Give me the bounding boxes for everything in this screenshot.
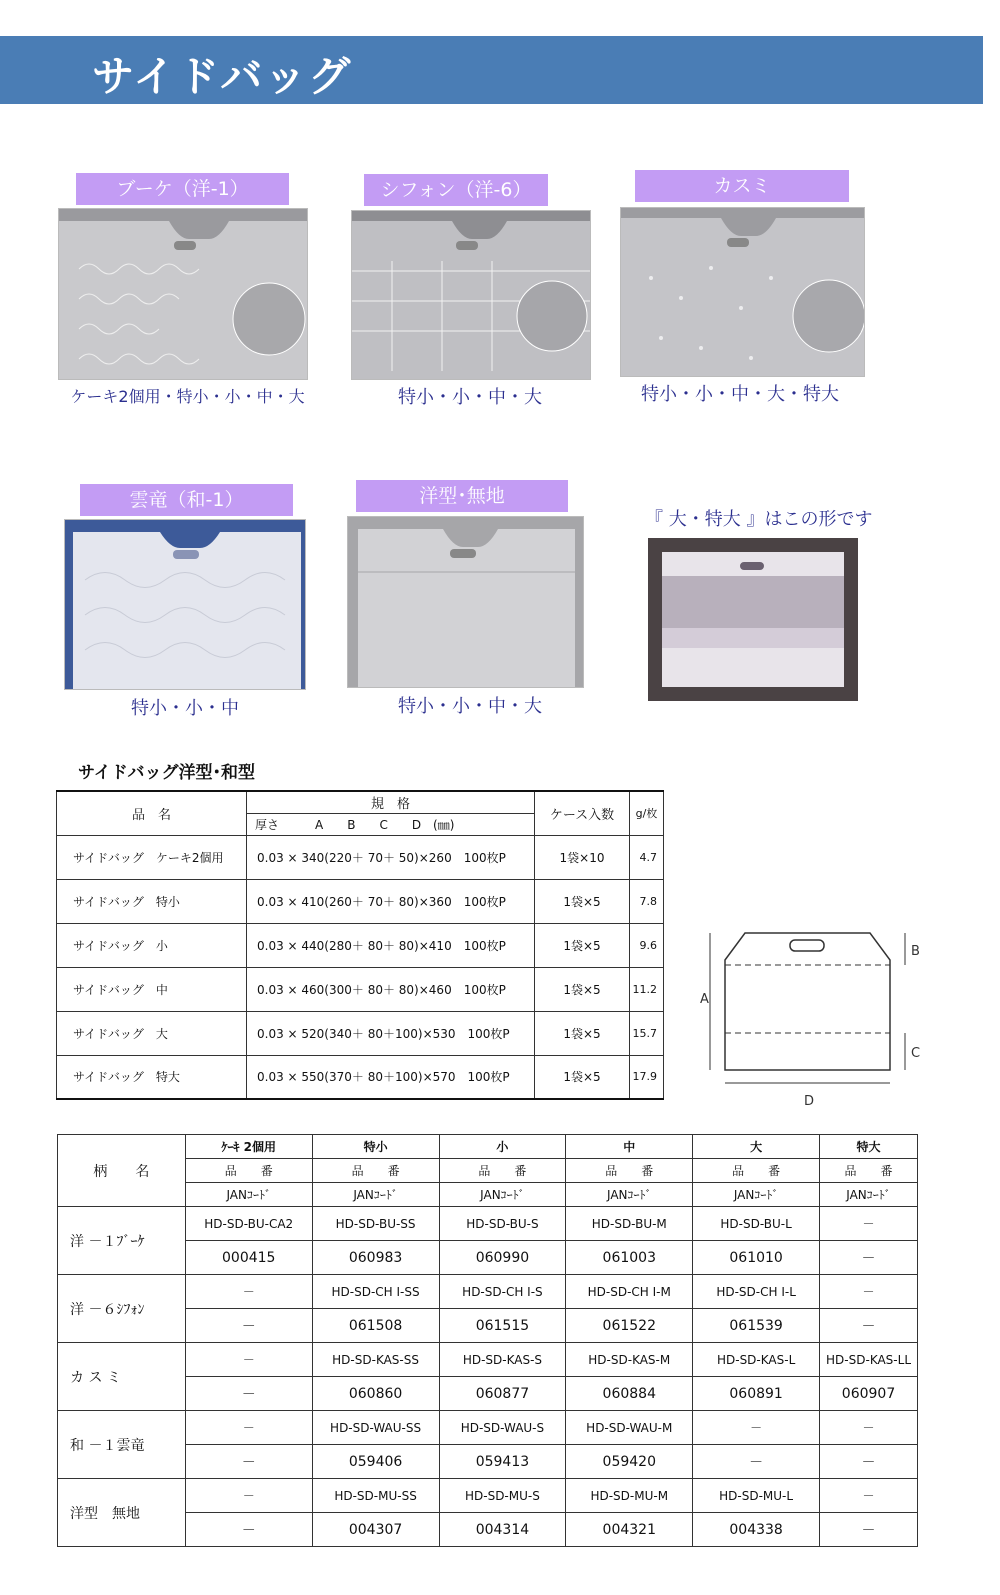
spec-header-case: ケース入数: [535, 791, 630, 835]
spec-row: [57, 835, 664, 879]
diagram-label-c: C: [911, 1046, 921, 1061]
spec-case: 1袋×5: [535, 1055, 630, 1099]
code-subheader-jan: JANｺｰﾄﾞ: [566, 1183, 693, 1207]
part-number: －: [820, 1275, 918, 1309]
product-photo-bouquet: [58, 208, 308, 380]
code-row: [58, 1275, 918, 1309]
spec-weight: 15.7: [630, 1011, 664, 1055]
spec-table: [56, 790, 664, 1100]
code-subheader-jan: JANｺｰﾄﾞ: [312, 1183, 439, 1207]
code-header-size: 大: [693, 1135, 820, 1159]
jan-row: [58, 1513, 918, 1547]
part-number: HD-SD-KAS-M: [566, 1343, 693, 1377]
code-header-size: 特小: [312, 1135, 439, 1159]
jan-code: －: [820, 1513, 918, 1547]
spec-value: 0.03 × 550(370＋ 80＋100)×570 100枚P: [247, 1055, 535, 1099]
code-subheader-part: 品 番: [566, 1159, 693, 1183]
code-subheader-jan: JANｺｰﾄﾞ: [693, 1183, 820, 1207]
jan-code: －: [185, 1445, 312, 1479]
jan-code: 059413: [439, 1445, 566, 1479]
part-number: HD-SD-BU-SS: [312, 1207, 439, 1241]
part-number: －: [185, 1479, 312, 1513]
jan-code: 060860: [312, 1377, 439, 1411]
spec-subheader: 厚さ A B C D (㎜): [247, 813, 535, 835]
code-row: [58, 1411, 918, 1445]
jan-code: 004338: [693, 1513, 820, 1547]
spec-row: [57, 879, 664, 923]
part-number: HD-SD-WAU-M: [566, 1411, 693, 1445]
part-number: HD-SD-WAU-SS: [312, 1411, 439, 1445]
part-number: －: [820, 1479, 918, 1513]
jan-code: －: [820, 1241, 918, 1275]
spec-header-row: [57, 791, 664, 813]
product-caption-unryu: 特小・小・中: [131, 698, 239, 719]
spec-row: [57, 967, 664, 1011]
spec-value: 0.03 × 410(260＋ 70＋ 80)×360 100枚P: [247, 879, 535, 923]
part-number: HD-SD-CH I-L: [693, 1275, 820, 1309]
spec-name: サイドバッグ 小: [57, 923, 247, 967]
dimension-diagram: [700, 925, 930, 1115]
jan-code: －: [185, 1377, 312, 1411]
part-number: HD-SD-KAS-S: [439, 1343, 566, 1377]
pattern-name: 和 －１雲竜: [58, 1411, 186, 1479]
spec-value: 0.03 × 340(220＋ 70＋ 50)×260 100枚P: [247, 835, 535, 879]
code-subheader-jan: JANｺｰﾄﾞ: [820, 1183, 918, 1207]
jan-code: 060990: [439, 1241, 566, 1275]
jan-code: 061508: [312, 1309, 439, 1343]
jan-row: [58, 1309, 918, 1343]
product-label-chiffon: シフォン（洋-6）: [364, 174, 548, 206]
spec-case: 1袋×5: [535, 879, 630, 923]
part-number: －: [820, 1207, 918, 1241]
code-subheader-part: 品 番: [693, 1159, 820, 1183]
jan-code: 059420: [566, 1445, 693, 1479]
product-caption-bouquet: ケーキ2個用・特小・小・中・大: [70, 387, 305, 406]
spec-weight: 17.9: [630, 1055, 664, 1099]
part-number: HD-SD-MU-M: [566, 1479, 693, 1513]
spec-table-title: サイドバッグ洋型･和型: [78, 763, 255, 783]
part-number: HD-SD-KAS-L: [693, 1343, 820, 1377]
code-subheader-jan: JANｺｰﾄﾞ: [185, 1183, 312, 1207]
spec-header-spec: 規 格: [247, 791, 535, 813]
code-subheader-part: 品 番: [185, 1159, 312, 1183]
diagram-label-b: B: [911, 944, 920, 959]
part-number: －: [820, 1411, 918, 1445]
part-number: HD-SD-CH I-M: [566, 1275, 693, 1309]
part-number: HD-SD-MU-S: [439, 1479, 566, 1513]
spec-name: サイドバッグ 特小: [57, 879, 247, 923]
jan-code: 061010: [693, 1241, 820, 1275]
spec-value: 0.03 × 440(280＋ 80＋ 80)×410 100枚P: [247, 923, 535, 967]
code-row: [58, 1343, 918, 1377]
page-title: サイドバッグ: [92, 52, 353, 101]
part-number: HD-SD-BU-S: [439, 1207, 566, 1241]
spec-case: 1袋×10: [535, 835, 630, 879]
code-row: [58, 1207, 918, 1241]
jan-code: 004321: [566, 1513, 693, 1547]
product-photo-unryu: [64, 519, 306, 690]
part-number: HD-SD-MU-SS: [312, 1479, 439, 1513]
product-label-bouquet: ブーケ（洋-1）: [76, 173, 289, 205]
jan-row: [58, 1241, 918, 1275]
part-number: －: [185, 1275, 312, 1309]
part-number: HD-SD-BU-L: [693, 1207, 820, 1241]
spec-header-weight: g/枚: [630, 791, 664, 835]
jan-code: －: [185, 1513, 312, 1547]
pattern-name: 洋 －１ﾌﾞｰｹ: [58, 1207, 186, 1275]
jan-code: －: [820, 1445, 918, 1479]
spec-case: 1袋×5: [535, 923, 630, 967]
code-subheader-jan: JANｺｰﾄﾞ: [439, 1183, 566, 1207]
code-header-size: 特大: [820, 1135, 918, 1159]
part-number: HD-SD-CH I-S: [439, 1275, 566, 1309]
product-caption-kasumi: 特小・小・中・大・特大: [641, 384, 839, 405]
spec-weight: 9.6: [630, 923, 664, 967]
code-subheader-row: [58, 1159, 918, 1183]
part-number: HD-SD-CH I-SS: [312, 1275, 439, 1309]
spec-value: 0.03 × 460(300＋ 80＋ 80)×460 100枚P: [247, 967, 535, 1011]
part-number: －: [185, 1411, 312, 1445]
jan-code: 060877: [439, 1377, 566, 1411]
part-number: －: [185, 1343, 312, 1377]
jan-code: 061539: [693, 1309, 820, 1343]
spec-value: 0.03 × 520(340＋ 80＋100)×530 100枚P: [247, 1011, 535, 1055]
jan-code: 060907: [820, 1377, 918, 1411]
jan-code: －: [185, 1309, 312, 1343]
product-photo-plain: [347, 516, 584, 688]
spec-case: 1袋×5: [535, 1011, 630, 1055]
spec-header-name: 品 名: [57, 791, 247, 835]
part-number: －: [693, 1411, 820, 1445]
code-subheader-part: 品 番: [312, 1159, 439, 1183]
jan-code: －: [820, 1309, 918, 1343]
shape-note: 『 大・特大 』はこの形です: [645, 509, 873, 530]
product-label-kasumi: カスミ: [635, 170, 849, 202]
jan-row: [58, 1445, 918, 1479]
code-header-size: 小: [439, 1135, 566, 1159]
jan-code: 061522: [566, 1309, 693, 1343]
diagram-label-d: D: [804, 1094, 815, 1109]
jan-code: 060983: [312, 1241, 439, 1275]
code-table: [57, 1134, 918, 1547]
part-number: HD-SD-KAS-SS: [312, 1343, 439, 1377]
product-caption-plain: 特小・小・中・大: [398, 696, 542, 717]
jan-row: [58, 1377, 918, 1411]
spec-weight: 11.2: [630, 967, 664, 1011]
part-number: HD-SD-WAU-S: [439, 1411, 566, 1445]
spec-name: サイドバッグ 大: [57, 1011, 247, 1055]
code-header-row: [58, 1135, 918, 1159]
part-number: HD-SD-BU-M: [566, 1207, 693, 1241]
code-subheader-part: 品 番: [439, 1159, 566, 1183]
spec-case: 1袋×5: [535, 967, 630, 1011]
product-caption-chiffon: 特小・小・中・大: [398, 387, 542, 408]
jan-code: 004307: [312, 1513, 439, 1547]
jan-code: －: [693, 1445, 820, 1479]
pattern-name: 洋型 無地: [58, 1479, 186, 1547]
jan-code: 060884: [566, 1377, 693, 1411]
code-row: [58, 1479, 918, 1513]
pattern-name: カ ス ミ: [58, 1343, 186, 1411]
code-header-pattern: 柄 名: [58, 1135, 186, 1207]
jan-code: 000415: [185, 1241, 312, 1275]
diagram-label-a: A: [700, 992, 709, 1007]
jan-code: 061003: [566, 1241, 693, 1275]
product-photo-chiffon: [351, 210, 591, 380]
spec-name: サイドバッグ 中: [57, 967, 247, 1011]
code-subheader-row: [58, 1183, 918, 1207]
pattern-name: 洋 －６ｼﾌｫﾝ: [58, 1275, 186, 1343]
jan-code: 059406: [312, 1445, 439, 1479]
jan-code: 060891: [693, 1377, 820, 1411]
product-photo-kasumi: [620, 207, 865, 377]
spec-row: [57, 923, 664, 967]
spec-weight: 7.8: [630, 879, 664, 923]
code-subheader-part: 品 番: [820, 1159, 918, 1183]
code-header-size: ｹｰｷ 2個用: [185, 1135, 312, 1159]
title-banner: [0, 36, 983, 104]
spec-weight: 4.7: [630, 835, 664, 879]
part-number: HD-SD-BU-CA2: [185, 1207, 312, 1241]
jan-code: 004314: [439, 1513, 566, 1547]
spec-name: サイドバッグ ケーキ2個用: [57, 835, 247, 879]
part-number: HD-SD-KAS-LL: [820, 1343, 918, 1377]
jan-code: 061515: [439, 1309, 566, 1343]
spec-name: サイドバッグ 特大: [57, 1055, 247, 1099]
code-header-size: 中: [566, 1135, 693, 1159]
product-label-unryu: 雲竜（和-1）: [80, 484, 293, 516]
large-bag-shape-photo: [648, 538, 858, 701]
part-number: HD-SD-MU-L: [693, 1479, 820, 1513]
spec-row: [57, 1011, 664, 1055]
spec-row: [57, 1055, 664, 1099]
product-label-plain: 洋型･無地: [356, 480, 568, 512]
